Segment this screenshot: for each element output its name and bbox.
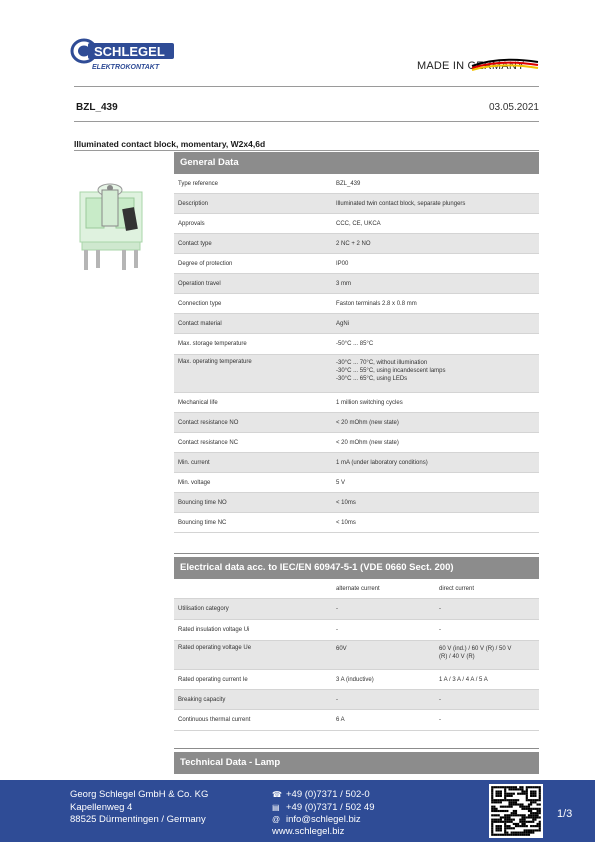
made-in-germany: MADE IN GERMANY [417, 60, 525, 72]
col-alternate-current: alternate current [336, 585, 380, 592]
row-value-line: Faston terminals 2.8 x 0.8 mm [336, 300, 417, 307]
svg-text:SCHLEGEL: SCHLEGEL [94, 44, 165, 59]
electrical-row [174, 620, 539, 641]
row-label: Bouncing time NO [178, 499, 227, 506]
subheader-divider [74, 121, 539, 122]
cell-line: - [336, 606, 338, 612]
electrical-top-divider [174, 553, 539, 554]
footer-email[interactable]: info@schlegel.biz [286, 814, 361, 825]
row-value [334, 200, 539, 208]
row-value-line: AgNi [336, 320, 350, 327]
row-value-line: Illuminated twin contact block, separate plungers [336, 200, 466, 207]
product-title: Illuminated contact block, momentary, W2x4,6d [74, 139, 266, 149]
svg-text:ELEKTROKONTAKT: ELEKTROKONTAKT [92, 64, 160, 71]
electrical-row [174, 641, 539, 670]
electrical-data-table [174, 599, 539, 731]
row-value-line: -30°C ... 70°C, without illumination [336, 360, 428, 366]
row-label: Contact resistance NC [178, 439, 239, 446]
row-value [334, 280, 539, 288]
row-value-line: < 10ms [336, 519, 356, 526]
ac-value [334, 626, 437, 634]
electrical-row [174, 670, 539, 690]
electrical-data-section [174, 557, 539, 731]
row-label: Type reference [178, 180, 219, 187]
cell-line: (R) / 40 V (R) [439, 654, 475, 660]
document-date: 03.05.2021 [488, 102, 539, 113]
general-row [174, 413, 539, 433]
electrical-row [174, 710, 539, 731]
row-value-line: -30°C ... 55°C, using incandescent lamps [336, 368, 446, 374]
row-value [334, 459, 539, 467]
row-value [334, 220, 539, 228]
ac-value [334, 716, 437, 724]
row-value [334, 359, 539, 383]
row-label: Rated operating current Ie [178, 676, 248, 683]
row-label: Max. operating temperature [178, 359, 252, 365]
general-row [174, 214, 539, 234]
row-value-line: 3 mm [336, 280, 351, 287]
general-row [174, 174, 539, 194]
row-label: Connection type [178, 300, 222, 307]
schlegel-logo [70, 38, 180, 72]
cell-line: 60 V (ind.) / 60 V (R) / 50 V [439, 646, 512, 652]
row-label: Contact resistance NO [178, 419, 239, 426]
row-value-line: < 20 mOhm (new state) [336, 419, 399, 426]
row-value [334, 399, 539, 407]
general-data-table [174, 174, 539, 533]
lamp-data-section [174, 752, 539, 774]
row-value-line: BZL_439 [336, 180, 361, 187]
cell-line: - [439, 696, 441, 703]
general-row [174, 254, 539, 274]
row-label: Bouncing time NC [178, 519, 227, 526]
footer-company: Georg Schlegel GmbH & Co. KG [70, 789, 209, 800]
email-icon: @ [272, 815, 281, 824]
dc-value [437, 626, 539, 634]
general-row [174, 513, 539, 533]
general-row [174, 355, 539, 393]
row-label: Rated operating voltage Ue [178, 645, 252, 651]
row-value [334, 300, 539, 308]
footer-city: 88525 Dürmentingen / Germany [70, 814, 206, 825]
col-direct-current: direct current [439, 585, 475, 592]
footer-website[interactable]: www.schlegel.biz [272, 826, 345, 837]
cell-line: - [439, 606, 441, 612]
row-value-line: < 20 mOhm (new state) [336, 439, 399, 446]
general-row [174, 274, 539, 294]
row-value-line: 1 million switching cycles [336, 399, 403, 406]
cell-line: 60V [336, 646, 347, 652]
qr-code [489, 784, 543, 838]
page-number: 1/3 [557, 808, 573, 820]
footer [0, 780, 595, 842]
row-value-line: 2 NC + 2 NO [336, 240, 371, 247]
row-label: Rated insulation voltage Ui [178, 627, 250, 633]
dc-value [437, 645, 539, 661]
dc-value [437, 676, 539, 684]
product-image [72, 180, 152, 275]
general-data-heading: General Data [174, 152, 539, 174]
row-value-line: < 10ms [336, 499, 356, 506]
row-label: Breaking capacity [178, 696, 226, 703]
cell-line: - [336, 696, 338, 703]
dc-value [437, 605, 539, 613]
footer-contact [272, 789, 374, 827]
row-value-line: -30°C ... 65°C, using LEDs [336, 376, 408, 382]
row-value [334, 439, 539, 447]
cell-line: 6 A [336, 717, 345, 723]
electrical-data-heading: Electrical data acc. to IEC/EN 60947-5-1 (VDE 0660 Sect. 200) [174, 557, 539, 579]
ac-value [334, 605, 437, 613]
row-value [334, 499, 539, 507]
row-value [334, 479, 539, 487]
cell-line: 1 A / 3 A / 4 A / 5 A [439, 676, 488, 683]
row-label: Max. storage temperature [178, 341, 247, 347]
dc-value [437, 696, 539, 704]
german-flag-swoosh-icon [470, 54, 540, 76]
electrical-row [174, 690, 539, 710]
row-label: Description [178, 200, 209, 207]
lamp-data-heading: Technical Data - Lamp [174, 752, 539, 774]
row-label: Contact material [178, 320, 222, 327]
row-value [334, 240, 539, 248]
row-value-line: CCC, CE, UKCA [336, 220, 381, 227]
general-row [174, 493, 539, 513]
row-value-line: -50°C ... 85°C [336, 341, 374, 347]
ac-value [334, 645, 437, 653]
cell-line: - [439, 627, 441, 633]
cell-line: - [336, 627, 338, 633]
footer-address [70, 789, 208, 827]
row-value-line: 5 V [336, 479, 346, 486]
general-row [174, 314, 539, 334]
footer-phone[interactable]: +49 (0)7371 / 502-0 [286, 789, 370, 800]
row-value [334, 419, 539, 427]
row-value [334, 519, 539, 527]
ac-value [334, 676, 437, 684]
ac-value [334, 696, 437, 704]
dc-value [437, 716, 539, 724]
general-row [174, 334, 539, 355]
row-label: Approvals [178, 220, 205, 227]
row-value-line: 1 mA (under laboratory conditions) [336, 459, 428, 466]
general-row [174, 433, 539, 453]
product-code: BZL_439 [76, 102, 118, 113]
row-value [334, 340, 539, 348]
fax-icon: ▤ [272, 802, 280, 812]
row-label: Min. voltage [178, 479, 211, 486]
electrical-row [174, 599, 539, 620]
footer-fax: +49 (0)7371 / 502 49 [286, 801, 375, 813]
row-label: Mechanical life [178, 399, 218, 406]
footer-street: Kapellenweg 4 [70, 801, 133, 813]
electrical-column-header [174, 579, 539, 599]
general-row [174, 194, 539, 214]
general-row [174, 453, 539, 473]
cell-line: 3 A (inductive) [336, 676, 374, 683]
lamp-top-divider [174, 748, 539, 749]
header-divider [74, 86, 539, 87]
general-row [174, 393, 539, 413]
row-value [334, 320, 539, 328]
general-row [174, 473, 539, 493]
row-label: Continuous thermal current [178, 717, 251, 723]
title-divider [74, 150, 539, 151]
cell-line: - [439, 717, 441, 723]
row-label: Utilisation category [178, 606, 229, 612]
row-label: Degree of protection [178, 260, 233, 267]
row-label: Min. current [178, 459, 210, 466]
row-value [334, 260, 539, 268]
general-data-section [174, 152, 539, 533]
row-value [334, 180, 539, 188]
phone-icon: ☎ [272, 790, 282, 799]
row-label: Contact type [178, 240, 212, 247]
row-value-line: IP00 [336, 260, 349, 267]
row-label: Operation travel [178, 280, 221, 287]
general-row [174, 234, 539, 254]
general-row [174, 294, 539, 314]
